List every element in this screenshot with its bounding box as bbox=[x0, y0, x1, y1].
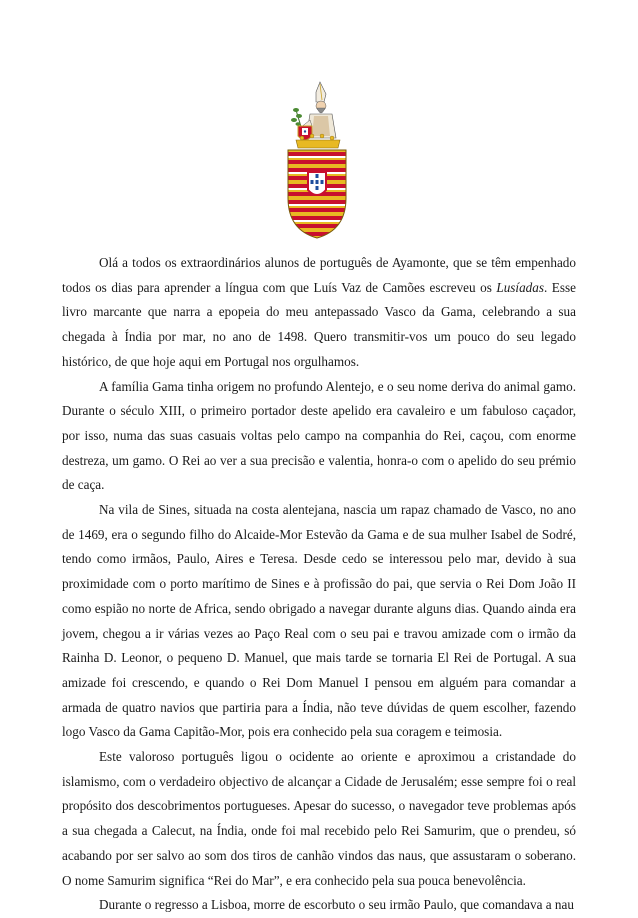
coat-of-arms-icon bbox=[276, 80, 356, 240]
paragraph-return: Durante o regresso a Lisboa, morre de escorbuto o seu irmão Paulo, que comandava a nau bbox=[99, 897, 574, 913]
book-title: Lusíadas bbox=[496, 279, 544, 295]
paragraph-early-life: Na vila de Sines, situada na costa alentejana, nascia um rapaz chamado de Vasco, no ano de 1469, era o segundo filho do Alcaide-Mor Estevão da Gama e de sua mulher Isabel de Sodré, tendo como irmãos, Paulo, Aires e Teresa. Desde cedo se interessou pelo mar, devido à sua proximidade com o porto marítimo de Sines e à profissão do pai, que servia o Rei Dom João II como espião no norte de Africa, sendo obrigado a navegar durante alguns dias. Quando ainda era jovem, chegou a ir várias vezes ao Paço Real com o seu pai e travou amizade com o irmão da Rainha D. Leonor, o pequeno D. Manuel, que mais tarde se tornaria El Rei de Portugal. A sua amizade foi crescendo, e quando o Rei Dom Manuel I pensou em alguém para comandar a armada de quatro navios que partiria para a Índia, não teve dúvidas de quem escolher, fazendo logo Vasco da Gama Capitão-Mor, pois era conhecido pela sua coragem e teimosia. bbox=[62, 502, 576, 740]
letter-body bbox=[62, 251, 576, 918]
paragraph-text: Olá a todos os extraordinários alunos de português de Ayamonte, que se têm empenhado todos os dias para aprender a língua com que Luís Vaz de Camões escreveu os bbox=[62, 255, 576, 295]
paragraph-family-origin: A família Gama tinha origem no profundo Alentejo, e o seu nome deriva do animal gamo. Durante o século XIII, o primeiro portador deste apelido era cavaleiro e um fabuloso caçador, por isso, numa das suas casuais voltas pelo campo na companhia do Rei, caçou, com enorme destreza, um gamo. O Rei ao ver a sua precisão e valentia, honra-o com o apelido do seu prémio de caça. bbox=[62, 378, 576, 493]
paragraph-text: . Esse livro marcante que narra a epopeia do meu antepassado Vasco da Gama, celebrando a sua chegada à Índia por mar, no ano de 1498. Quero transmitir-vos um pouco do seu legado histórico, de que hoje aqui em Portugal nos orgulhamos. bbox=[62, 279, 576, 369]
paragraph-voyage: Este valoroso português ligou o ocidente ao oriente e aproximou a cristandade do islamismo, com o verdadeiro objectivo de alcançar a Cidade de Jerusalém; esse sempre foi o real propósito dos descobrimentos portugueses. Apesar do sucesso, o navegador teve problemas após a sua chegada a Calecut, na Índia, onde foi mal recebido pelo Rei Samurim, que o prendeu, só acabando por ser salvo ao som dos tiros de canhão vindos das naus, que assustaram o soberano. O nome Samurim significa “Rei do Mar”, e era conhecido pela sua pouca benevolência. bbox=[62, 749, 576, 888]
paragraph-intro bbox=[62, 251, 576, 375]
